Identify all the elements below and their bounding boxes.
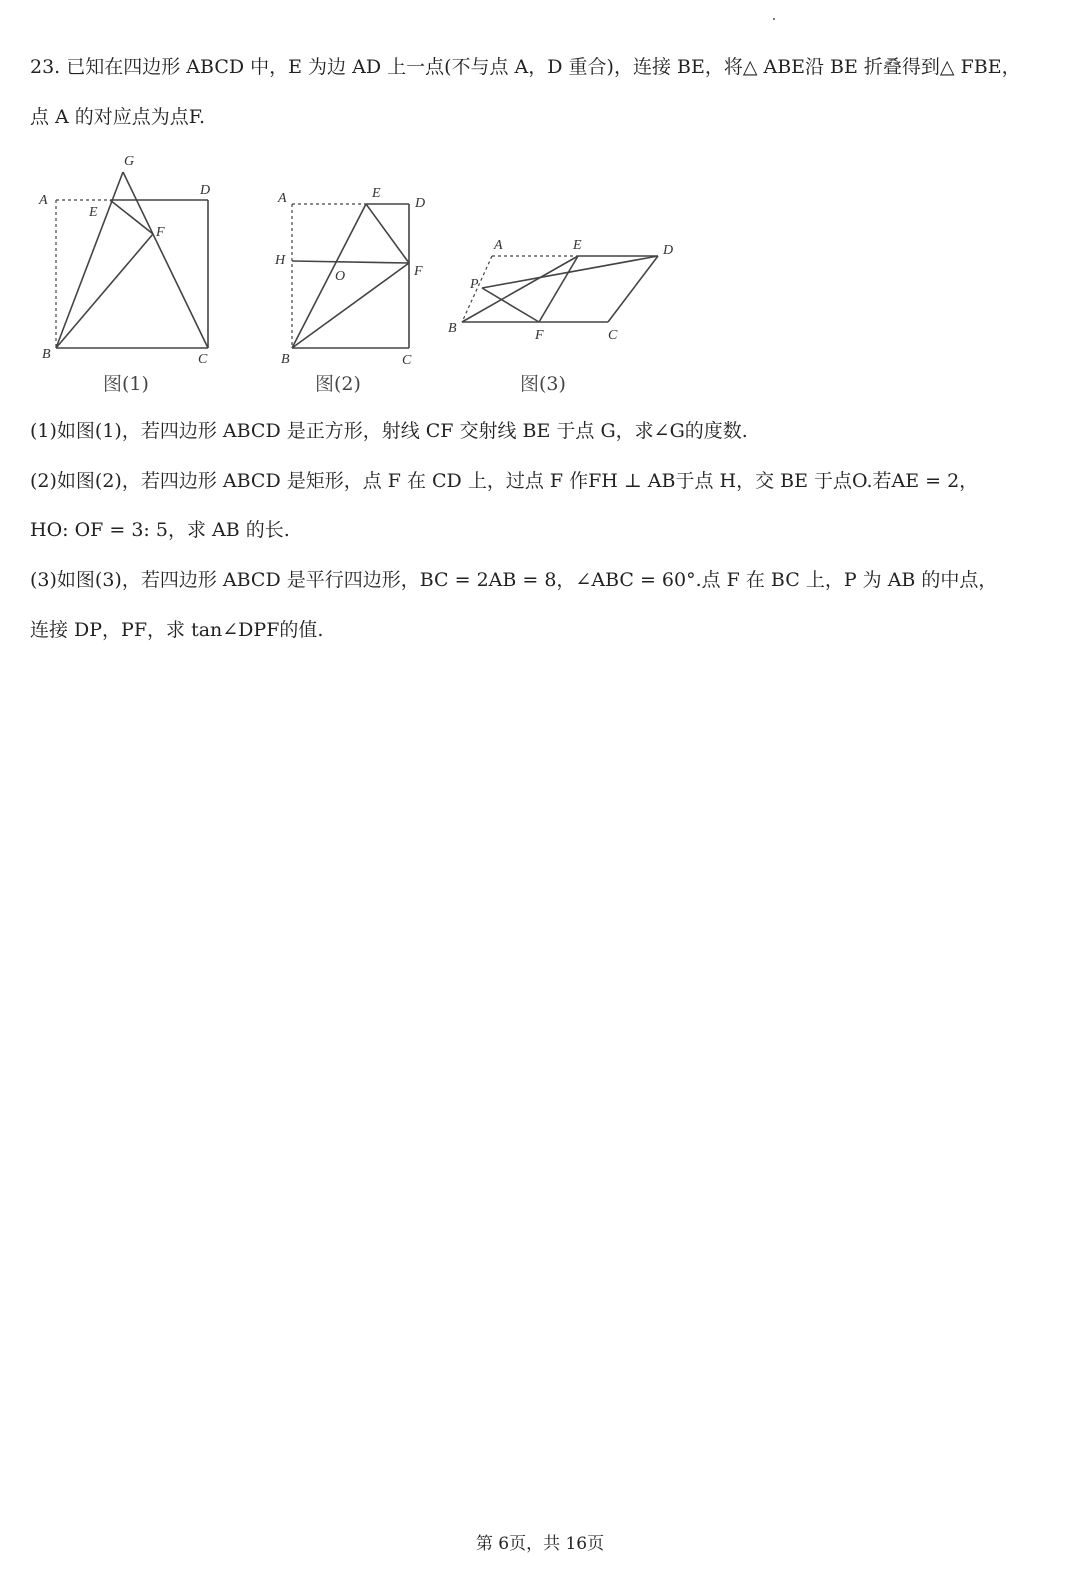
part-1-question: (1)如图(1)，若四边形 ABCD 是正方形，射线 CF 交射线 BE 于点 G，求∠G的度数. [30,420,748,442]
part-2-question-line-2: HO: OF = 3: 5，求 AB 的长. [30,519,290,541]
figure-1 [56,172,211,348]
fig2-segment-BE [292,204,366,348]
fig3-label-D: D [663,243,674,258]
fig1-ray-CG [123,172,211,348]
page-footer: 第 6页，共 16页 [475,1534,605,1554]
fig1-label-E: E [89,205,98,220]
fig1-segment-BF [56,234,153,348]
fig2-segment-BF [292,263,409,348]
fig3-label-B: B [448,321,457,336]
fig3-label-A: A [494,238,503,253]
fig1-segment-EF [110,200,153,234]
fig2-segment-HF [292,261,409,263]
figure-2 [292,204,409,348]
part-2-question-line-1: (2)如图(2)，若四边形 ABCD 是矩形，点 F 在 CD 上，过点 F 作FH ⊥ AB于点 H，交 BE 于点O.若AE = 2， [30,470,979,492]
fig2-label-O: O [335,269,346,284]
figure-3 [462,256,658,322]
fig2-segment-EF [366,204,409,263]
fig3-caption: 图(3) [520,373,566,395]
fig2-label-C: C [402,353,412,368]
fig2-caption: 图(2) [315,373,361,395]
fig1-label-G: G [124,154,135,169]
scan-speck [773,18,775,20]
fig3-side-DC [608,256,658,322]
problem-stem-line-1: 23. 已知在四边形 ABCD 中，E 为边 AD 上一点(不与点 A，D 重合)，连接 BE，将△ ABE沿 BE 折叠得到△ FBE， [30,56,1021,78]
fig3-segment-BE [462,256,578,322]
fig1-label-F: F [156,225,165,240]
fig2-label-H: H [275,253,286,268]
fig2-label-B: B [281,352,290,367]
fig3-segment-EF [539,256,578,322]
fig2-label-E: E [372,186,381,201]
fig3-label-C: C [608,328,618,343]
fig1-ray-BG [56,172,123,348]
fig1-caption: 图(1) [103,373,149,395]
fig3-label-P: P [470,277,479,292]
part-3-question-line-1: (3)如图(3)，若四边形 ABCD 是平行四边形，BC = 2AB = 8，∠ABC = 60°.点 F 在 BC 上，P 为 AB 的中点， [30,569,998,591]
geometry-figures [30,150,710,400]
part-3-question-line-2: 连接 DP，PF，求 tan∠DPF的值. [30,619,324,641]
fig3-label-F: F [535,328,544,343]
problem-stem-line-2: 点 A 的对应点为点F. [30,106,206,128]
fig1-label-C: C [198,352,208,367]
fig2-label-D: D [415,196,426,211]
fig2-label-A: A [278,191,287,206]
fig3-label-E: E [573,238,582,253]
fig2-label-F: F [414,264,423,279]
fig1-label-B: B [42,347,51,362]
fig1-label-D: D [200,183,211,198]
fig1-label-A: A [39,193,48,208]
